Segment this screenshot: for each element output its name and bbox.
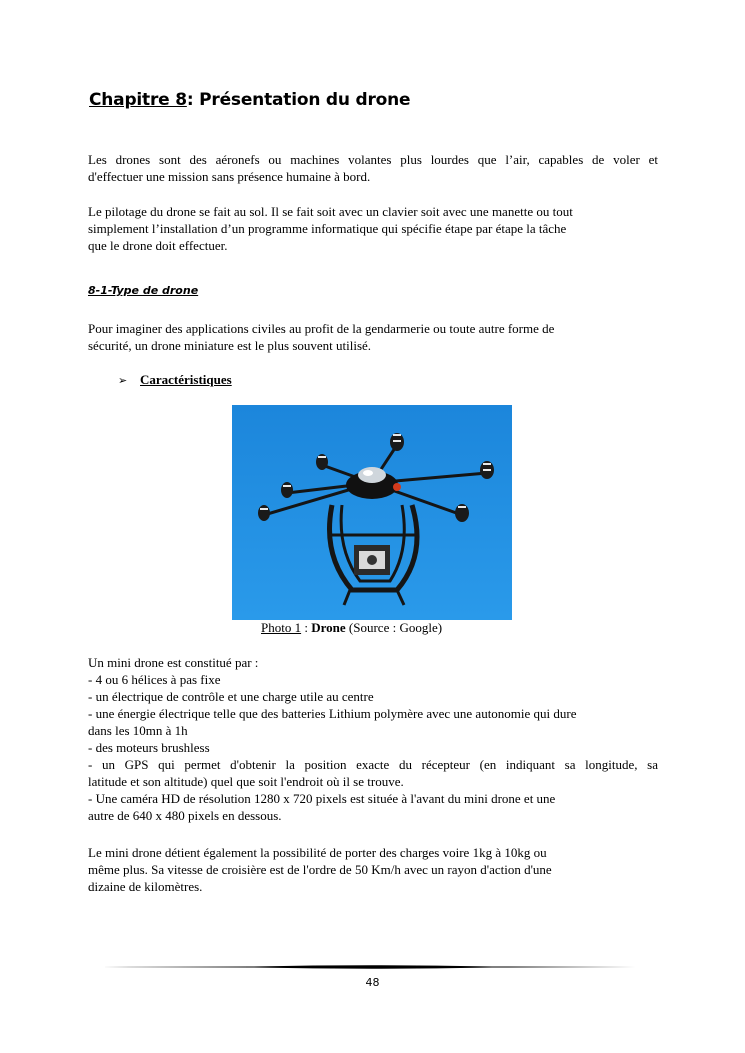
list-item: latitude et son altitude) quel que soit l'endroit où il se trouve.	[88, 774, 404, 789]
camera-icon	[354, 545, 390, 575]
text-line: d'effectuer une mission sans présence humaine à bord.	[88, 169, 371, 184]
caption-bold: Drone	[311, 620, 346, 635]
chapter-title-text: : Présentation du drone	[186, 90, 411, 110]
text-line: Le mini drone détient également la possibilité de porter des charges voire 1kg à 10kg ou	[88, 845, 547, 860]
features-list	[88, 654, 658, 824]
text-line: même plus. Sa vitesse de croisière est de l'ordre de 50 Km/h avec un rayon d'action d'une	[88, 862, 552, 877]
chapter-label: Chapitre 8	[89, 90, 187, 110]
text-line: que le drone doit effectuer.	[88, 238, 228, 253]
section-subheading: 8-1-Type de drone	[88, 284, 199, 297]
caption-label: Photo 1	[261, 620, 302, 635]
text-line: sécurité, un drone miniature est le plus souvent utilisé.	[88, 338, 372, 353]
list-item: Un mini drone est constitué par :	[88, 655, 259, 670]
section-paragraph	[88, 320, 658, 354]
text-line: Les drones sont des aéronefs ou machines volantes plus lourdes que l’air, capables de voler et	[88, 152, 658, 167]
list-item: - un GPS qui permet d'obtenir la position exacte du récepteur (en indiquant sa longitude, sa	[88, 757, 658, 772]
list-item: autre de 640 x 480 pixels en dessous.	[88, 808, 282, 823]
list-item: - Une caméra HD de résolution 1280 x 720 pixels est située à l'avant du mini drone et une	[88, 791, 556, 806]
list-item: - une énergie électrique telle que des batteries Lithium polymère avec une autonomie qui dure	[88, 706, 577, 721]
bullet-item	[118, 372, 232, 388]
intro-paragraph-1	[88, 151, 658, 185]
list-item: - un électrique de contrôle et une charge utile au centre	[88, 689, 374, 704]
page-number: 48	[365, 976, 380, 989]
list-item: - des moteurs brushless	[88, 740, 210, 755]
caption-separator: :	[301, 620, 312, 635]
bullet-label: Caractéristiques	[140, 372, 232, 387]
drone-photo	[232, 405, 512, 620]
caption-source: (Source : Google)	[345, 620, 443, 635]
list-item: dans les 10mn à 1h	[88, 723, 188, 738]
text-line: dizaine de kilomètres.	[88, 879, 203, 894]
footer-rule	[102, 964, 642, 970]
photo-caption	[261, 620, 442, 636]
list-item: - 4 ou 6 hélices à pas fixe	[88, 672, 221, 687]
text-line: Pour imaginer des applications civiles au profit de la gendarmerie ou toute autre forme de	[88, 321, 555, 336]
text-line: Le pilotage du drone se fait au sol. Il se fait soit avec un clavier soit avec une manette ou tout	[88, 204, 573, 219]
chapter-title	[89, 90, 410, 110]
text-line: simplement l’installation d’un programme informatique qui spécifie étape par étape la tâche	[88, 221, 567, 236]
closing-paragraph	[88, 844, 658, 895]
intro-paragraph-2	[88, 203, 658, 254]
arrow-bullet-icon: ➢	[118, 374, 128, 387]
